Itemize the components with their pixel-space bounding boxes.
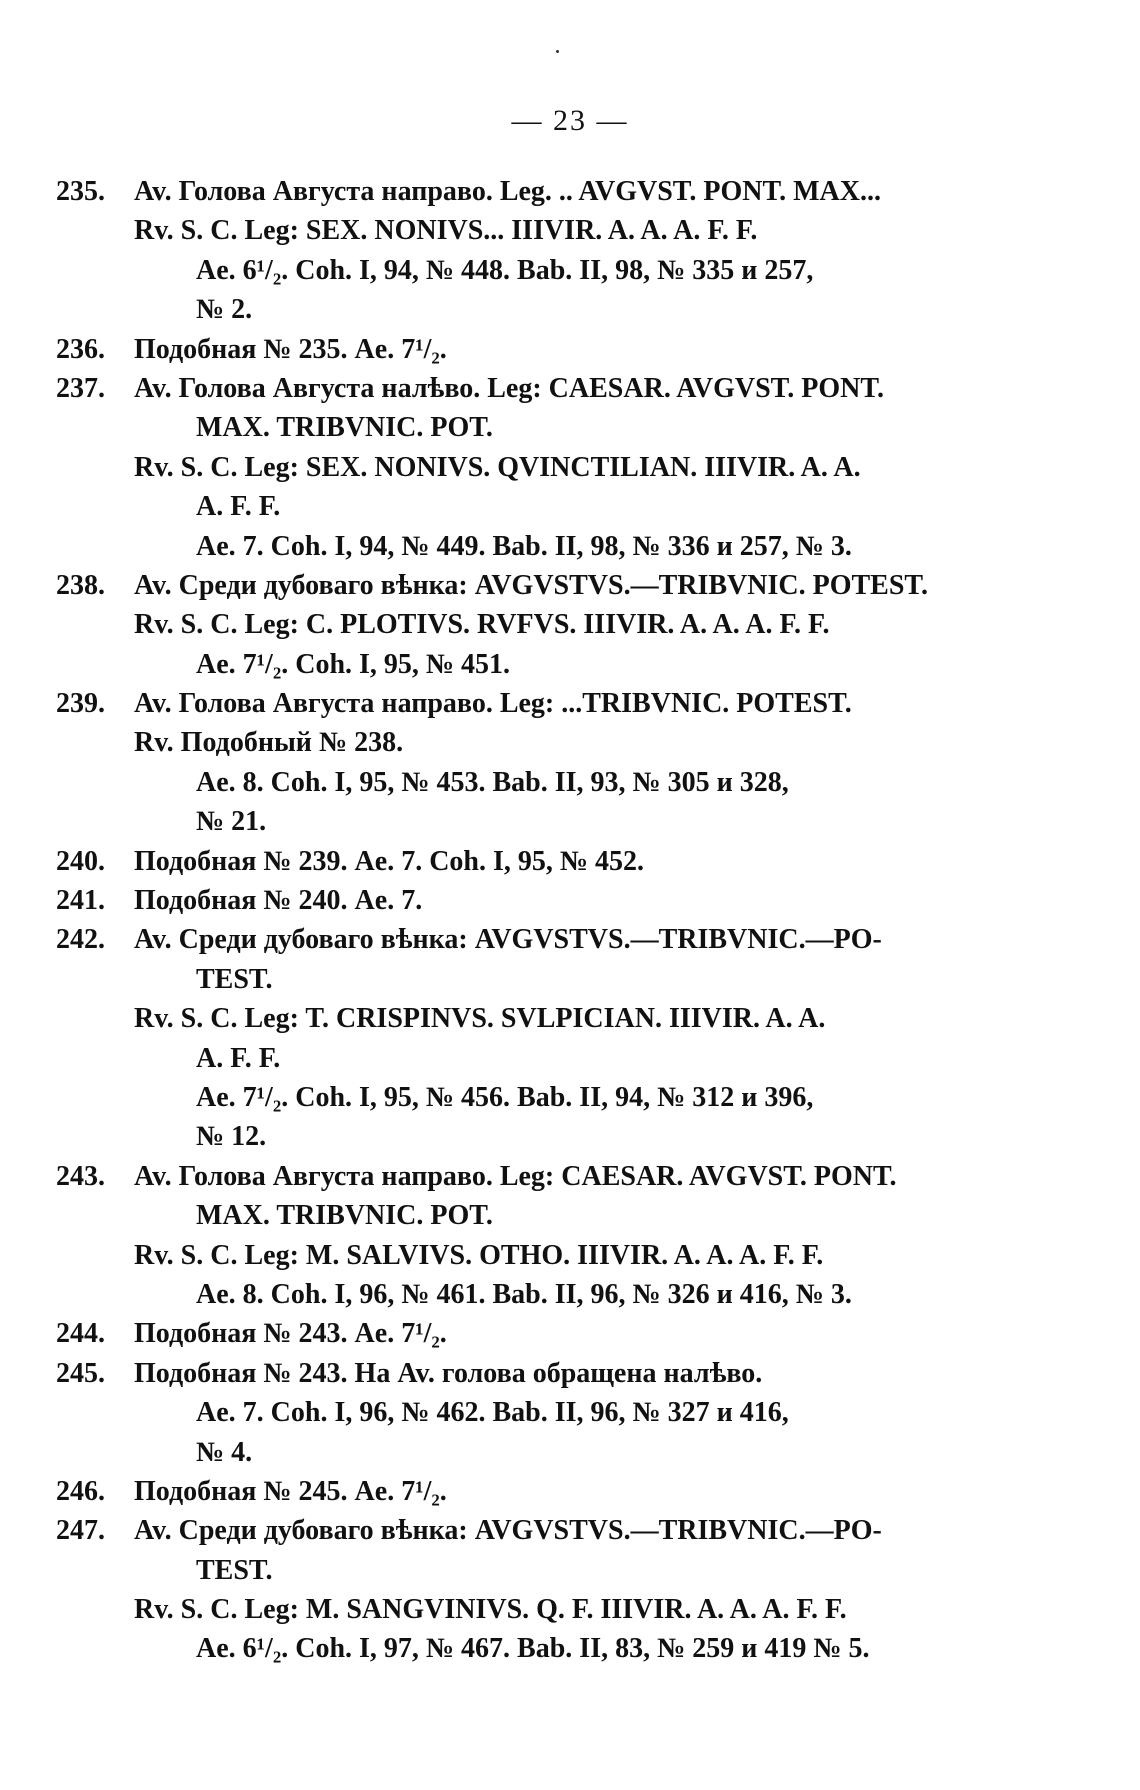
- entry-number: 243.: [56, 1160, 105, 1192]
- entry-text: Ae. 7. Coh. I, 96, № 462. Bab. II, 96, № 327 и 416,: [196, 1397, 789, 1429]
- entry-text: MAX. TRIBVNIC. POT.: [196, 1200, 493, 1232]
- entry-number: 237.: [56, 372, 105, 404]
- entry-number: 247.: [56, 1515, 105, 1547]
- entry-text: Av. Голова Августа направо. Leg: ...TRIBVNIC. POTEST.: [134, 688, 852, 720]
- entry-number: 246.: [56, 1475, 105, 1507]
- entry-number: 235.: [56, 176, 105, 207]
- text-line: [56, 999, 976, 1038]
- entry-number: 242.: [56, 924, 105, 956]
- entry-text: Rv. S. C. Leg: M. SANGVINIVS. Q. F. IIIVIR. A. A. A. F. F.: [134, 1594, 847, 1626]
- entry-text: TEST.: [196, 963, 273, 995]
- entry-text: Rv. S. C. Leg: T. CRISPINVS. SVLPICIAN. IIIVIR. A. A.: [134, 1003, 826, 1035]
- entry-text: № 2.: [196, 294, 253, 326]
- entry-number: 245.: [56, 1357, 105, 1389]
- entry-text: MAX. TRIBVNIC. POT.: [196, 412, 493, 444]
- entry-text: A. F. F.: [196, 1042, 281, 1074]
- text-line: [56, 527, 976, 566]
- entry-text: Av. Голова Августа направо. Leg. .. AVGVST. PONT. MAX...: [134, 176, 881, 207]
- entry-text: Ae. 6¹/₂. Coh. I, 94, № 448. Bab. II, 98, № 335 и 257,: [196, 254, 814, 286]
- entry-text: Rv. S. C. Leg: SEX. NONIVS. QVINCTILIAN. IIIVIR. A. A.: [134, 451, 861, 483]
- entry-text: Av. Среди дубоваго вѣнка: AVGVSTVS.—TRIBVNIC.—PO-: [134, 924, 882, 956]
- text-line: [56, 1393, 976, 1432]
- text-line: [56, 369, 976, 408]
- text-line: [56, 605, 976, 644]
- entry-number: 236.: [56, 333, 105, 365]
- text-line: [56, 566, 976, 605]
- text-line: [56, 802, 976, 841]
- text-line: [56, 1354, 976, 1393]
- entry-text: Av. Голова Августа направо. Leg: CAESAR. AVGVST. PONT.: [134, 1160, 897, 1192]
- speck-mark: [556, 50, 559, 53]
- text-line: [56, 211, 976, 250]
- catalog-entries: [56, 172, 976, 1669]
- page-number: — 23 —: [511, 104, 629, 137]
- entry-text: Подобная № 235. Ae. 7¹/₂.: [134, 333, 447, 365]
- text-line: [56, 330, 976, 369]
- text-line: [56, 1629, 976, 1668]
- text-line: [56, 842, 976, 881]
- text-line: [56, 1196, 976, 1235]
- entry-text: A. F. F.: [196, 491, 281, 523]
- entry-text: № 12.: [196, 1121, 267, 1153]
- entry-number: 238.: [56, 569, 105, 601]
- text-line: [56, 684, 976, 723]
- text-line: [56, 487, 976, 526]
- text-line: [56, 1433, 976, 1472]
- entry-text: Av. Среди дубоваго вѣнка: AVGVSTVS.—TRIBVNIC. POTEST.: [134, 569, 929, 601]
- text-line: [56, 723, 976, 762]
- text-line: [56, 881, 976, 920]
- entry-number: 240.: [56, 845, 105, 877]
- entry-text: Подобная № 243. Ae. 7¹/₂.: [134, 1318, 447, 1350]
- entry-text: Подобная № 243. На Av. голова обращена налѣво.: [134, 1357, 763, 1389]
- text-line: [56, 172, 976, 211]
- entry-number: 239.: [56, 688, 105, 720]
- entry-text: TEST.: [196, 1554, 273, 1586]
- text-line: [56, 1472, 976, 1511]
- entry-text: Ae. 7. Coh. I, 94, № 449. Bab. II, 98, № 336 и 257, № 3.: [196, 530, 852, 562]
- text-line: [56, 1078, 976, 1117]
- entry-text: Av. Среди дубоваго вѣнка: AVGVSTVS.—TRIBVNIC.—PO-: [134, 1515, 882, 1547]
- entry-text: Ae. 6¹/₂. Coh. I, 97, № 467. Bab. II, 83, № 259 и 419 № 5.: [196, 1633, 870, 1665]
- entry-text: Rv. Подобный № 238.: [134, 727, 404, 759]
- text-line: [56, 1590, 976, 1629]
- entry-text: Ae. 8. Coh. I, 95, № 453. Bab. II, 93, № 305 и 328,: [196, 766, 789, 798]
- entry-text: Подобная № 245. Ae. 7¹/₂.: [134, 1475, 447, 1507]
- text-line: [56, 1039, 976, 1078]
- text-line: [56, 448, 976, 487]
- text-line: [56, 1236, 976, 1275]
- text-line: [56, 645, 976, 684]
- text-line: [56, 1511, 976, 1550]
- text-line: [56, 1117, 976, 1156]
- text-line: [56, 960, 976, 999]
- text-line: [56, 1157, 976, 1196]
- entry-text: Ae. 7¹/₂. Coh. I, 95, № 456. Bab. II, 94, № 312 и 396,: [196, 1081, 814, 1113]
- entry-text: Ae. 7¹/₂. Coh. I, 95, № 451.: [196, 648, 511, 680]
- text-line: [56, 1275, 976, 1314]
- entry-number: 241.: [56, 885, 105, 917]
- text-line: [56, 290, 976, 329]
- entry-text: № 21.: [196, 806, 267, 838]
- text-line: [56, 1314, 976, 1353]
- text-line: [56, 408, 976, 447]
- entry-text: Ae. 8. Coh. I, 96, № 461. Bab. II, 96, № 326 и 416, № 3.: [196, 1278, 852, 1310]
- entry-number: 244.: [56, 1318, 105, 1350]
- entry-text: Rv. S. C. Leg: SEX. NONIVS... IIIVIR. A. A. A. F. F.: [134, 215, 758, 247]
- entry-text: Av. Голова Августа налѣво. Leg: CAESAR. AVGVST. PONT.: [134, 372, 884, 404]
- text-line: [56, 920, 976, 959]
- text-line: [56, 251, 976, 290]
- text-line: [56, 763, 976, 802]
- entry-text: Подобная № 240. Ae. 7.: [134, 885, 423, 917]
- entry-text: № 4.: [196, 1436, 253, 1468]
- text-line: [56, 1551, 976, 1590]
- entry-text: Подобная № 239. Ae. 7. Coh. I, 95, № 452.: [134, 845, 645, 877]
- entry-text: Rv. S. C. Leg: C. PLOTIVS. RVFVS. IIIVIR. A. A. A. F. F.: [134, 609, 830, 641]
- entry-text: Rv. S. C. Leg: M. SALVIVS. OTHO. IIIVIR. A. A. A. F. F.: [134, 1239, 824, 1271]
